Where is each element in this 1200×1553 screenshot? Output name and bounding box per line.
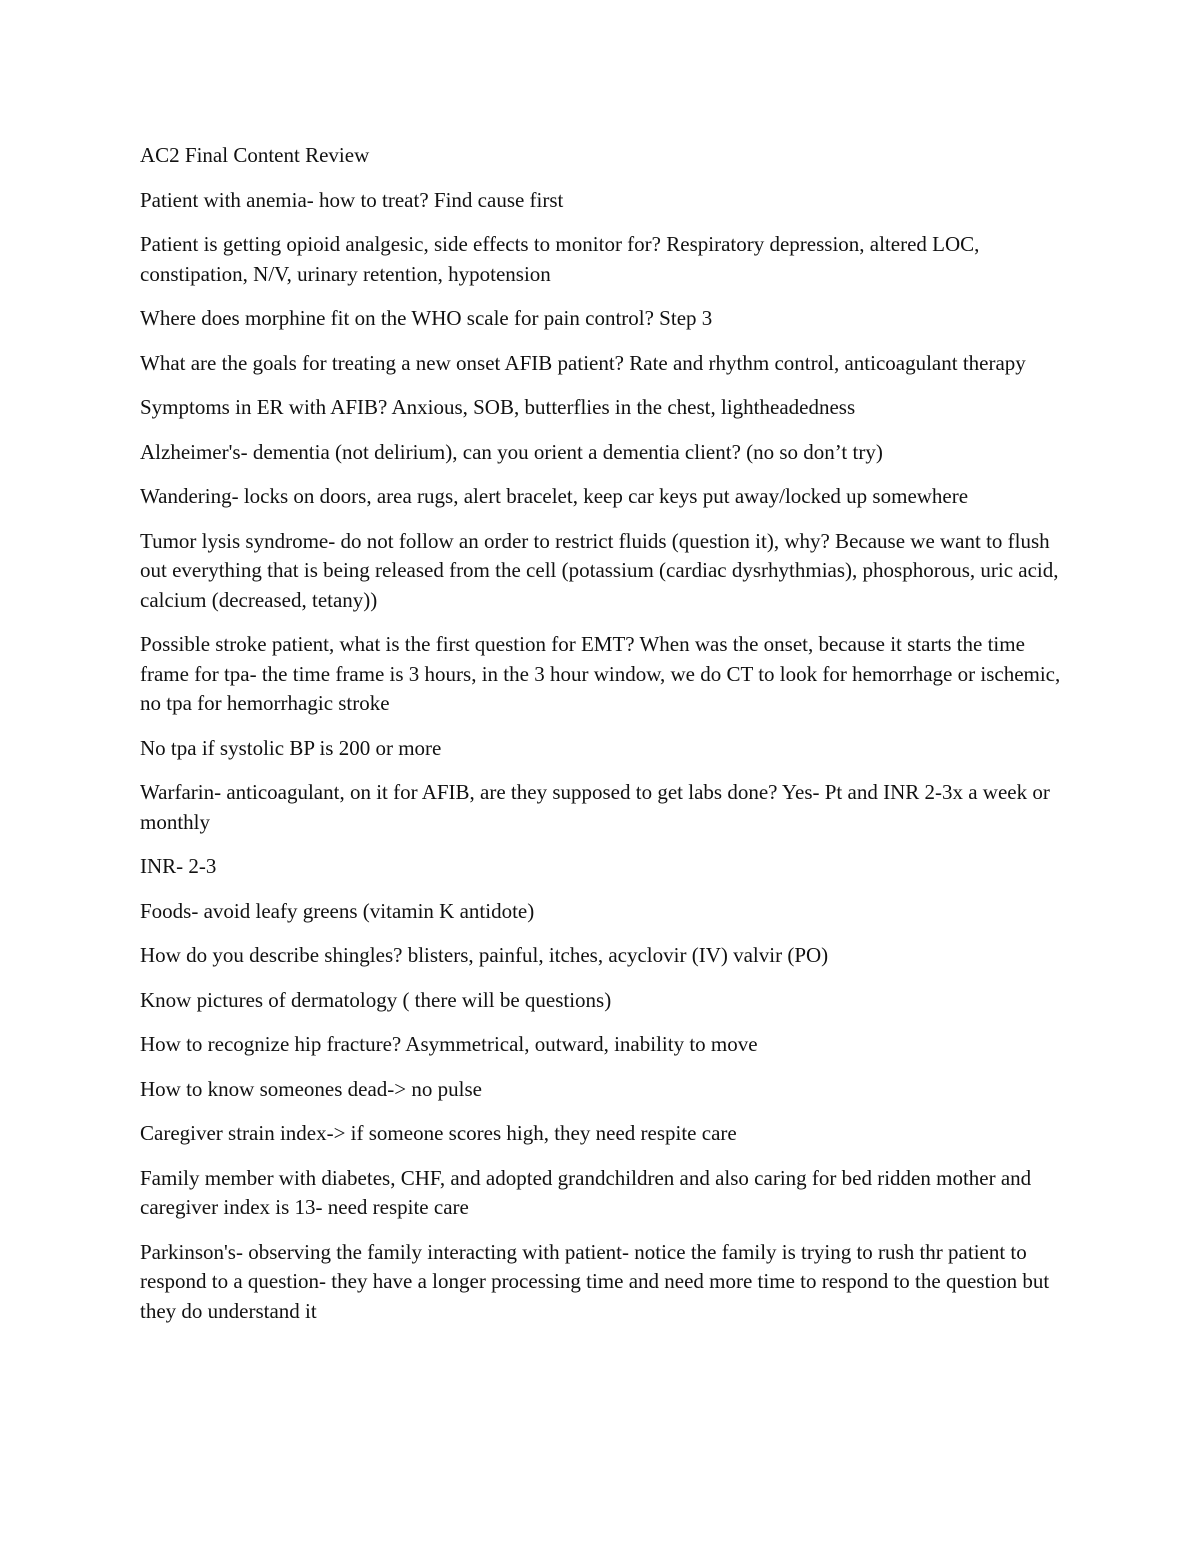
paragraph-wandering: Wandering- locks on doors, area rugs, alert bracelet, keep car keys put away/locked up somewhere bbox=[140, 484, 969, 508]
paragraph-afib-goals: What are the goals for treating a new onset AFIB patient? Rate and rhythm control, anticoagulant therapy bbox=[140, 350, 1026, 375]
paragraph-foods: Foods- avoid leafy greens (vitamin K antidote) bbox=[140, 898, 535, 923]
document-body bbox=[140, 141, 1070, 1341]
paragraph-alzheimers: Alzheimer's- dementia (not delirium), can you orient a dementia client? (no so don’t try) bbox=[140, 439, 883, 464]
paragraph-dead: How to know someones dead-> no pulse bbox=[140, 1076, 482, 1101]
document-title: AC2 Final Content Review bbox=[140, 143, 370, 167]
paragraph-tpa-bp: No tpa if systolic BP is 200 or more bbox=[140, 735, 442, 760]
paragraph-family-member: Family member with diabetes, CHF, and adopted grandchildren and also caring for bed ridden mother and caregiver index is 13- need respite care bbox=[140, 1165, 1032, 1219]
paragraph-warfarin: Warfarin- anticoagulant, on it for AFIB, are they supposed to get labs done? Yes- Pt and INR 2-3x a week or monthly bbox=[140, 780, 1050, 834]
paragraph-anemia: Patient with anemia- how to treat? Find cause first bbox=[140, 187, 564, 212]
paragraph-parkinsons: Parkinson's- observing the family interacting with patient- notice the family is trying to rush thr patient to respond to a question- they have a longer processing time and need more time to respond to the question but they do understand it bbox=[140, 1239, 1050, 1323]
paragraph-tumor-lysis: Tumor lysis syndrome- do not follow an order to restrict fluids (question it), why? Because we want to flush out everything that is being released from the cell (potassium (cardiac dysrhythmias), phosphorous, uric acid, calcium (decreased, tetany)) bbox=[140, 528, 1059, 612]
paragraph-afib-symptoms: Symptoms in ER with AFIB? Anxious, SOB, butterflies in the chest, lightheadedness bbox=[140, 395, 856, 419]
paragraph-hip-fracture: How to recognize hip fracture? Asymmetrical, outward, inability to move bbox=[140, 1032, 758, 1056]
paragraph-shingles: How do you describe shingles? blisters, painful, itches, acyclovir (IV) valvir (PO) bbox=[140, 943, 829, 967]
paragraph-opioid: Patient is getting opioid analgesic, side effects to monitor for? Respiratory depression, altered LOC, constipation, N/V, urinary retention, hypotension bbox=[140, 232, 980, 286]
paragraph-dermatology: Know pictures of dermatology ( there will be questions) bbox=[140, 987, 612, 1012]
paragraph-inr: INR- 2-3 bbox=[140, 854, 217, 878]
paragraph-caregiver-strain: Caregiver strain index-> if someone scores high, they need respite care bbox=[140, 1121, 737, 1145]
paragraph-morphine: Where does morphine fit on the WHO scale for pain control? Step 3 bbox=[140, 306, 713, 330]
paragraph-stroke: Possible stroke patient, what is the first question for EMT? When was the onset, because it starts the time frame for tpa- the time frame is 3 hours, in the 3 hour window, we do CT to look for hemorrhage or ischemic, no tpa for hemorrhagic stroke bbox=[140, 632, 1061, 715]
